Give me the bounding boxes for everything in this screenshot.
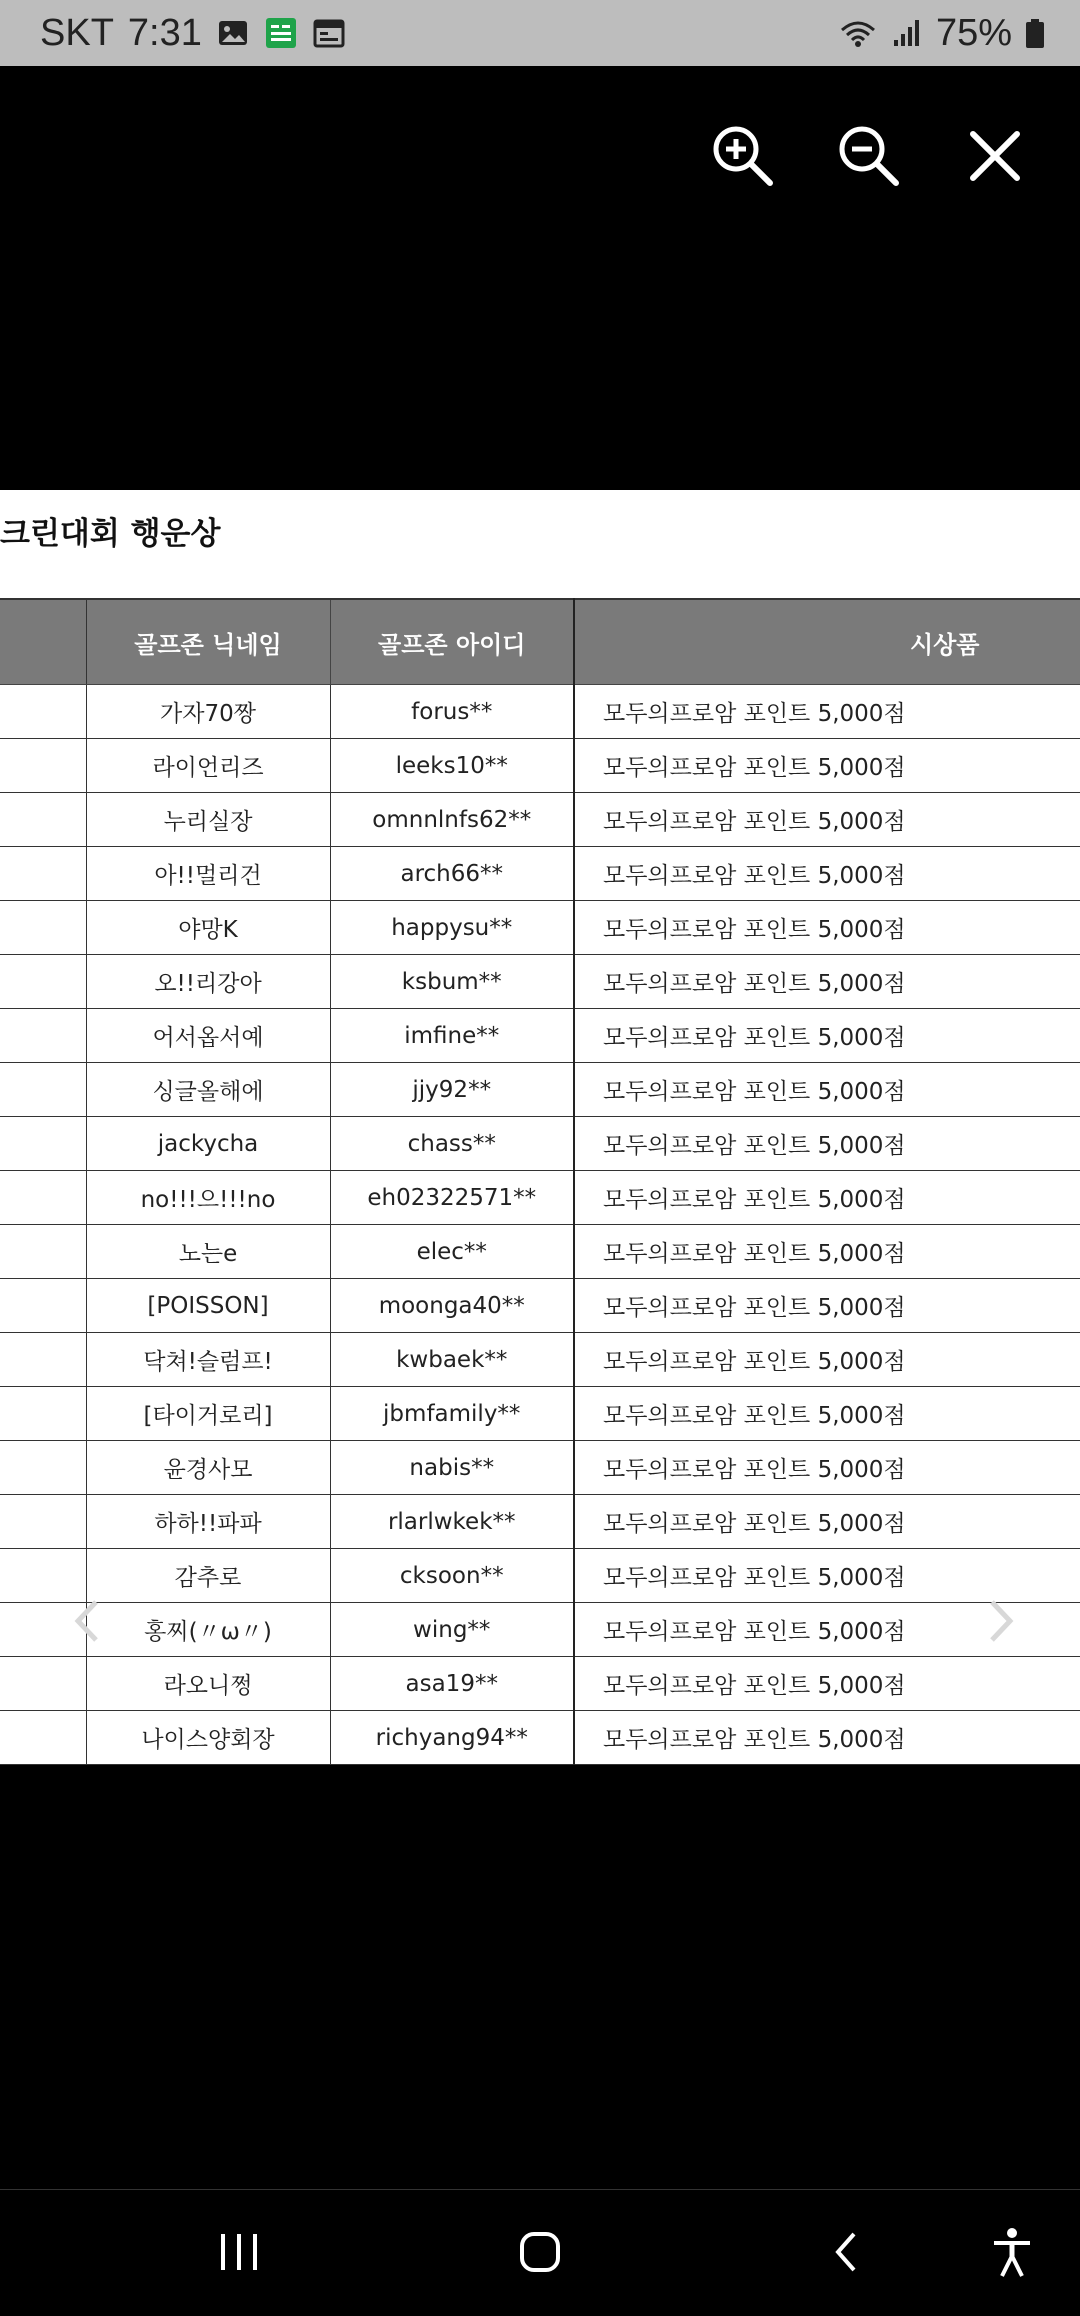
- nickname-cell: 윤경사모: [86, 1441, 330, 1495]
- prize-cell: 모두의프로암 포인트 5,000점: [574, 1063, 1080, 1117]
- nickname-cell: 싱글올해에: [86, 1063, 330, 1117]
- close-icon: [963, 124, 1027, 192]
- user-id-cell: jjy92**: [330, 1063, 574, 1117]
- nickname-cell: 감추로: [86, 1549, 330, 1603]
- user-id-cell: arch66**: [330, 847, 574, 901]
- nickname-cell: 어서옵서예: [86, 1009, 330, 1063]
- user-id-cell: ksbum**: [330, 955, 574, 1009]
- table-header-row: [0, 599, 1080, 685]
- zoom-in-button[interactable]: [703, 118, 783, 198]
- user-id-cell: imfine**: [330, 1009, 574, 1063]
- row-empty-cell: [0, 955, 86, 1009]
- table-row: [0, 1225, 1080, 1279]
- zoom-out-icon: [834, 121, 904, 195]
- battery-icon: [1024, 16, 1046, 50]
- prize-cell: 모두의프로암 포인트 5,000점: [574, 1333, 1080, 1387]
- table-row: [0, 847, 1080, 901]
- prize-cell: 모두의프로암 포인트 5,000점: [574, 1225, 1080, 1279]
- viewer-background: [0, 1765, 1080, 2189]
- header-prize: 시상품: [574, 599, 1080, 685]
- prev-image-button[interactable]: [62, 1598, 112, 1648]
- row-empty-cell: [0, 1279, 86, 1333]
- zoom-out-button[interactable]: [829, 118, 909, 198]
- prize-cell: 모두의프로암 포인트 5,000점: [574, 739, 1080, 793]
- row-empty-cell: [0, 1117, 86, 1171]
- table-row: [0, 1171, 1080, 1225]
- row-empty-cell: [0, 1333, 86, 1387]
- home-button[interactable]: [500, 2214, 580, 2294]
- user-id-cell: forus**: [330, 685, 574, 739]
- table-row: [0, 1441, 1080, 1495]
- nickname-cell: 홍찌(〃ω〃): [86, 1603, 330, 1657]
- prize-cell: 모두의프로암 포인트 5,000점: [574, 685, 1080, 739]
- header-nickname: 골프존 닉네임: [86, 599, 330, 685]
- prize-cell: 모두의프로암 포인트 5,000점: [574, 1117, 1080, 1171]
- nickname-cell: 아!!멀리건: [86, 847, 330, 901]
- prize-cell: 모두의프로암 포인트 5,000점: [574, 1603, 1080, 1657]
- user-id-cell: cksoon**: [330, 1549, 574, 1603]
- user-id-cell: happysu**: [330, 901, 574, 955]
- nickname-cell: 하하!!파파: [86, 1495, 330, 1549]
- row-empty-cell: [0, 685, 86, 739]
- accessibility-button[interactable]: [972, 2214, 1052, 2294]
- row-empty-cell: [0, 1063, 86, 1117]
- row-empty-cell: [0, 1441, 86, 1495]
- modoo-app-icon: [264, 16, 298, 50]
- next-image-button[interactable]: [976, 1598, 1026, 1648]
- table-row: [0, 1063, 1080, 1117]
- table-row: [0, 1117, 1080, 1171]
- nickname-cell: jackycha: [86, 1117, 330, 1171]
- table-body: [0, 685, 1080, 1765]
- user-id-cell: wing**: [330, 1603, 574, 1657]
- nickname-cell: [POISSON]: [86, 1279, 330, 1333]
- prize-cell: 모두의프로암 포인트 5,000점: [574, 955, 1080, 1009]
- table-row: [0, 1495, 1080, 1549]
- nickname-cell: 야망K: [86, 901, 330, 955]
- prize-cell: 모두의프로암 포인트 5,000점: [574, 847, 1080, 901]
- table-row: [0, 1387, 1080, 1441]
- prize-cell: 모두의프로암 포인트 5,000점: [574, 1279, 1080, 1333]
- row-empty-cell: [0, 1657, 86, 1711]
- prize-cell: 모두의프로암 포인트 5,000점: [574, 1657, 1080, 1711]
- calendar-icon: [312, 16, 346, 50]
- prize-cell: 모두의프로암 포인트 5,000점: [574, 1441, 1080, 1495]
- user-id-cell: leeks10**: [330, 739, 574, 793]
- back-icon: [826, 2228, 866, 2280]
- user-id-cell: moonga40**: [330, 1279, 574, 1333]
- chevron-left-icon: [70, 1598, 104, 1648]
- recents-icon: [215, 2230, 263, 2278]
- winners-table: [0, 598, 1080, 1765]
- user-id-cell: nabis**: [330, 1441, 574, 1495]
- nickname-cell: 가자70짱: [86, 685, 330, 739]
- document-title: 크린대회 행운상: [0, 516, 221, 552]
- nickname-cell: no!!!으!!!no: [86, 1171, 330, 1225]
- row-empty-cell: [0, 1171, 86, 1225]
- row-empty-cell: [0, 1711, 86, 1765]
- status-left: [40, 0, 346, 66]
- user-id-cell: rlarlwkek**: [330, 1495, 574, 1549]
- zoom-in-icon: [708, 121, 778, 195]
- prize-cell: 모두의프로암 포인트 5,000점: [574, 1549, 1080, 1603]
- chevron-right-icon: [984, 1598, 1018, 1648]
- navigation-bar: [0, 2189, 1080, 2316]
- nickname-cell: 누리실장: [86, 793, 330, 847]
- wifi-icon: [838, 16, 878, 50]
- status-bar: [0, 0, 1080, 66]
- table-row: [0, 1603, 1080, 1657]
- battery-label: 75%: [935, 11, 1012, 54]
- user-id-cell: omnnlnfs62**: [330, 793, 574, 847]
- user-id-cell: kwbaek**: [330, 1333, 574, 1387]
- row-empty-cell: [0, 739, 86, 793]
- prize-cell: 모두의프로암 포인트 5,000점: [574, 1387, 1080, 1441]
- table-row: [0, 955, 1080, 1009]
- user-id-cell: elec**: [330, 1225, 574, 1279]
- carrier-label: SKT: [40, 11, 114, 54]
- row-empty-cell: [0, 1549, 86, 1603]
- row-empty-cell: [0, 793, 86, 847]
- nickname-cell: 나이스양회장: [86, 1711, 330, 1765]
- table-row: [0, 901, 1080, 955]
- nickname-cell: 라오니쩡: [86, 1657, 330, 1711]
- prize-cell: 모두의프로암 포인트 5,000점: [574, 1009, 1080, 1063]
- home-icon: [516, 2228, 564, 2280]
- table-row: [0, 1333, 1080, 1387]
- image-icon: [216, 16, 250, 50]
- row-empty-cell: [0, 847, 86, 901]
- nickname-cell: 오!!리강아: [86, 955, 330, 1009]
- table-row: [0, 685, 1080, 739]
- user-id-cell: richyang94**: [330, 1711, 574, 1765]
- table-row: [0, 1657, 1080, 1711]
- time-label: 7:31: [127, 11, 202, 54]
- row-empty-cell: [0, 1495, 86, 1549]
- recents-button[interactable]: [199, 2214, 279, 2294]
- table-row: [0, 739, 1080, 793]
- nickname-cell: 라이언리즈: [86, 739, 330, 793]
- viewer-toolbar: [0, 66, 1080, 490]
- table-row: [0, 1009, 1080, 1063]
- prize-cell: 모두의프로암 포인트 5,000점: [574, 1495, 1080, 1549]
- back-button[interactable]: [806, 2214, 886, 2294]
- user-id-cell: jbmfamily**: [330, 1387, 574, 1441]
- prize-cell: 모두의프로암 포인트 5,000점: [574, 901, 1080, 955]
- table-row: [0, 1711, 1080, 1765]
- accessibility-icon: [990, 2226, 1034, 2282]
- user-id-cell: asa19**: [330, 1657, 574, 1711]
- nickname-cell: 노는e: [86, 1225, 330, 1279]
- header-id: 골프존 아이디: [330, 599, 574, 685]
- table-row: [0, 1279, 1080, 1333]
- row-empty-cell: [0, 1225, 86, 1279]
- signal-icon: [890, 16, 924, 50]
- close-button[interactable]: [955, 118, 1035, 198]
- header-empty: [0, 599, 86, 685]
- user-id-cell: eh02322571**: [330, 1171, 574, 1225]
- row-empty-cell: [0, 1387, 86, 1441]
- row-empty-cell: [0, 1009, 86, 1063]
- nickname-cell: 닥쳐!슬럼프!: [86, 1333, 330, 1387]
- document-image[interactable]: [0, 490, 1080, 1765]
- status-right: [838, 0, 1046, 66]
- row-empty-cell: [0, 901, 86, 955]
- prize-cell: 모두의프로암 포인트 5,000점: [574, 1171, 1080, 1225]
- prize-cell: 모두의프로암 포인트 5,000점: [574, 1711, 1080, 1765]
- prize-cell: 모두의프로암 포인트 5,000점: [574, 793, 1080, 847]
- nickname-cell: [타이거로리]: [86, 1387, 330, 1441]
- table-row: [0, 793, 1080, 847]
- table-row: [0, 1549, 1080, 1603]
- user-id-cell: chass**: [330, 1117, 574, 1171]
